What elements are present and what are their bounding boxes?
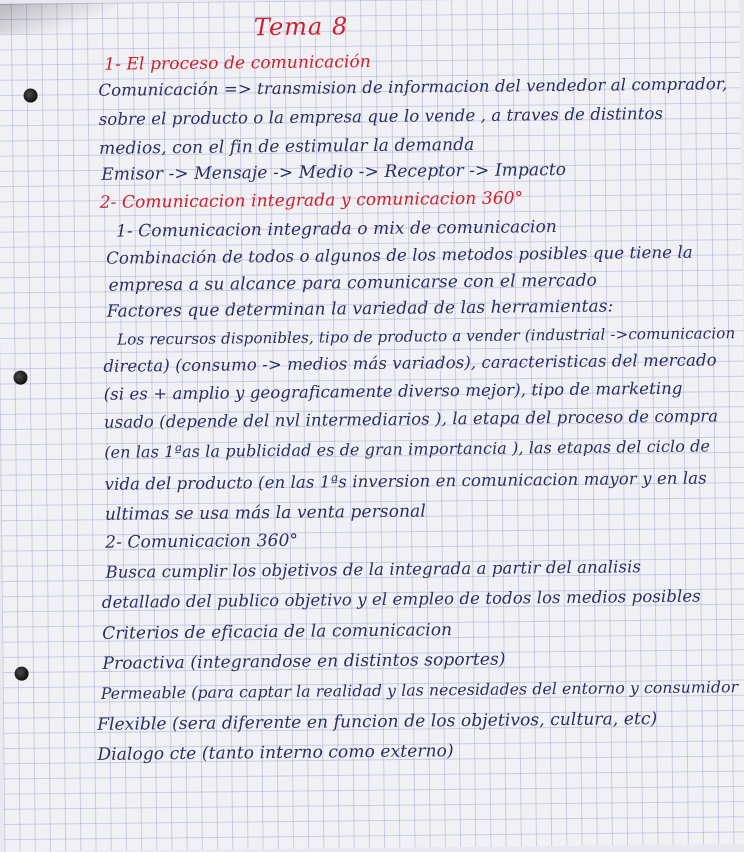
note-line: Criterios de eficacia de la comunicacion xyxy=(102,620,453,644)
note-line: Emisor -> Mensaje -> Medio -> Receptor -> Impacto xyxy=(101,159,567,185)
note-line: (en las 1ªas la publicidad es de gran importancia ), las etapas del ciclo de xyxy=(104,436,711,462)
note-line: vida del producto (en las 1ªs inversion en comunicacion mayor y en las xyxy=(104,468,707,494)
note-line: (si es + amplio y geograficamente diverso mejor), tipo de marketing xyxy=(103,378,683,404)
note-line: detallado del publico objetivo y el empleo de todos los medios posibles xyxy=(101,586,701,612)
binder-hole xyxy=(13,371,27,385)
note-line: Flexible (sera diferente en funcion de los objetivos, cultura, etc) xyxy=(97,709,658,735)
note-line: Busca cumplir los objetivos de la integrada a partir del analisis xyxy=(105,557,642,582)
section-heading: 2- Comunicacion integrada y comunicacion 360° xyxy=(99,188,524,213)
note-line: ultimas se usa más la venta personal xyxy=(104,501,426,525)
note-line: medios, con el fin de estimular la demanda xyxy=(98,134,475,159)
subsection-heading: 2- Comunicacion 360° xyxy=(105,530,299,553)
page-title: Tema 8 xyxy=(253,12,349,42)
note-line: Los recursos disponibles, tipo de producto a vender (industrial ->comunicacion xyxy=(117,324,736,349)
subsection-heading: 1- Comunicacion integrada o mix de comunicacion xyxy=(115,217,558,242)
note-line: Comunicación => transmision de informacion del vendedor al comprador, xyxy=(98,74,728,100)
note-line: directa) (consumo -> medios más variados), caracteristicas del mercado xyxy=(103,350,717,376)
note-line: Proactiva (integrandose en distintos soportes) xyxy=(102,649,506,674)
note-line: Factores que determinan la variedad de las herramientas: xyxy=(106,296,614,322)
note-line: sobre el producto o la empresa que lo vende , a traves de distintos xyxy=(98,103,664,129)
note-line: Combinación de todos o algunos de los metodos posibles que tiene la xyxy=(106,242,693,268)
binder-hole xyxy=(15,667,29,681)
note-line: Permeable (para captar la realidad y las necesidades del entorno y consumidor xyxy=(100,677,739,703)
section-heading: 1- El proceso de comunicación xyxy=(104,51,371,75)
note-line: usado (depende del nvl intermediarios ), la etapa del proceso de compra xyxy=(103,406,719,432)
note-line: Dialogo cte (tanto interno como externo) xyxy=(97,741,454,765)
binder-hole xyxy=(23,88,37,102)
note-line: empresa a su alcance para comunicarse con el mercado xyxy=(108,270,598,296)
page-shadow xyxy=(0,3,116,34)
